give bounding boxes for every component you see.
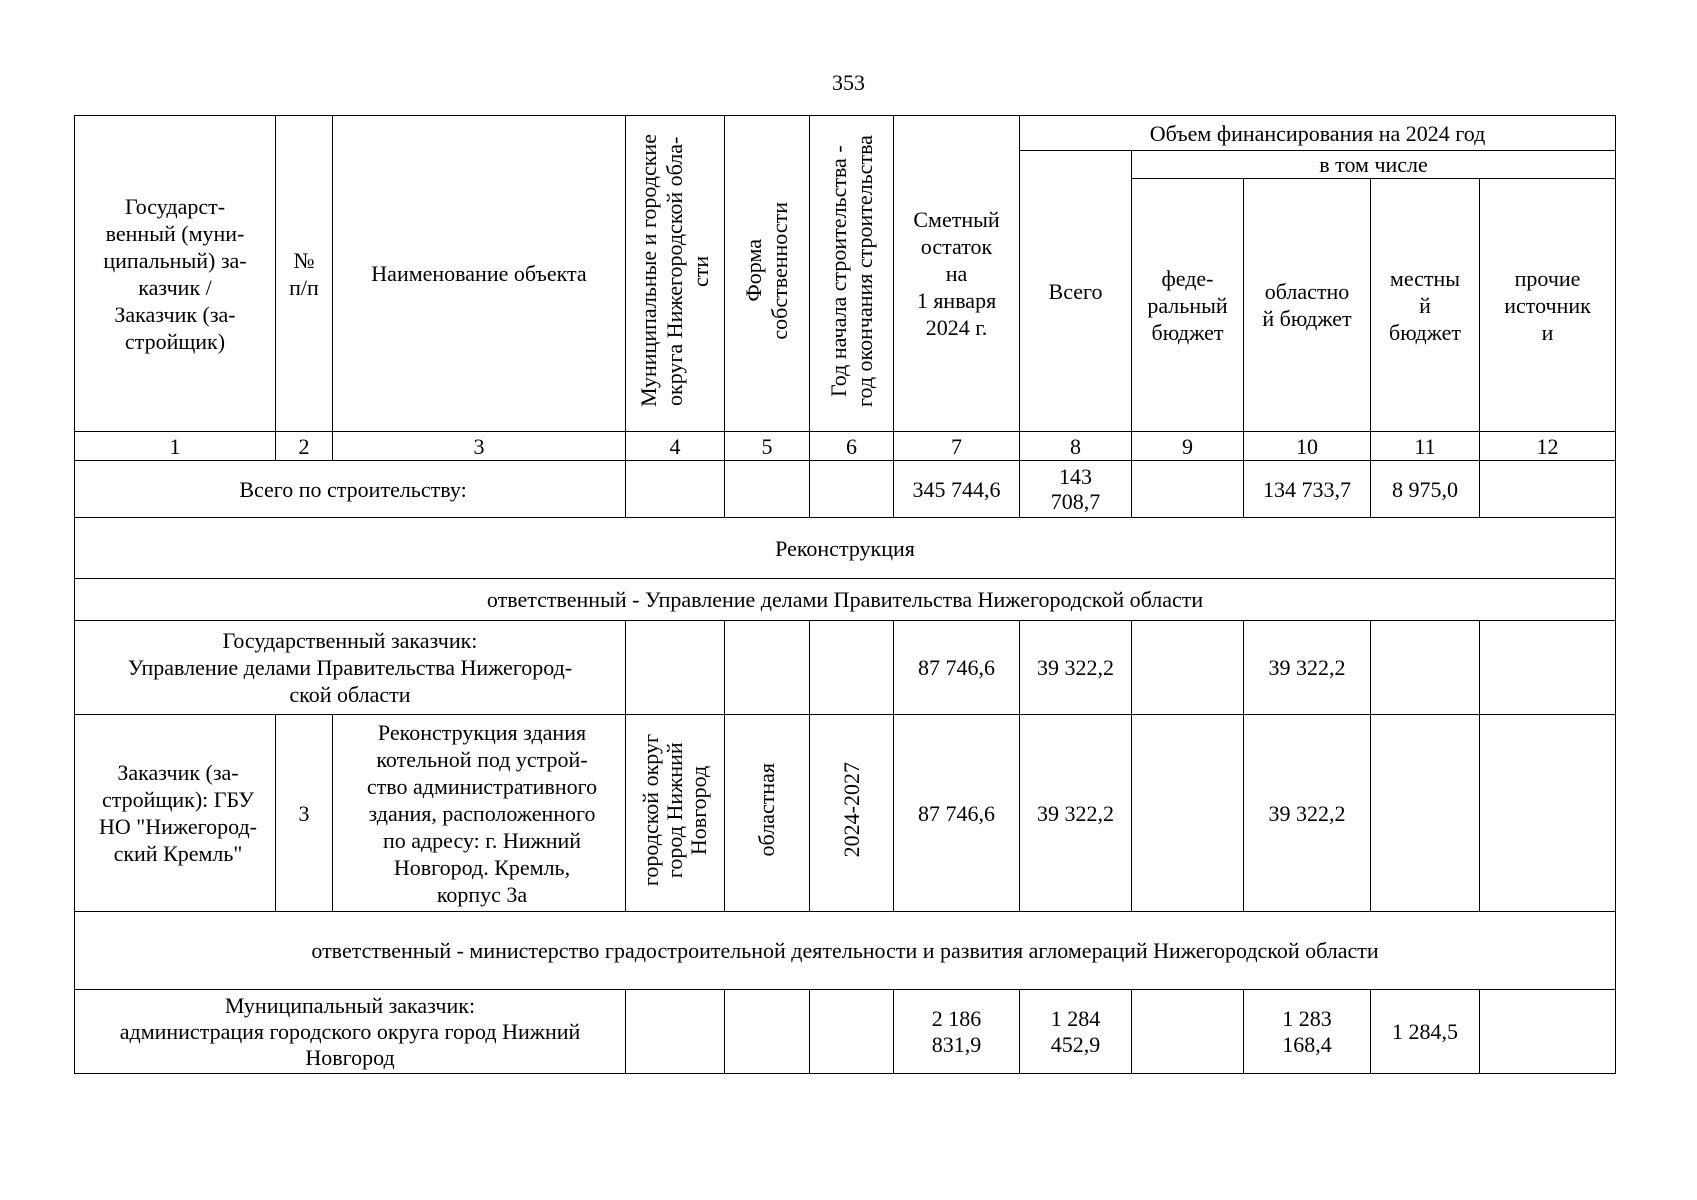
object-other bbox=[1480, 715, 1616, 912]
total-row-label: Всего по строительству: bbox=[75, 461, 626, 518]
responsible-2: ответственный - министерство градостроительной деятельности и развития агломераций Нижегородской области bbox=[75, 912, 1616, 990]
header-object-name: Наименование объекта bbox=[333, 116, 626, 432]
column-number: 12 bbox=[1480, 432, 1616, 461]
header-total: Всего bbox=[1020, 151, 1132, 432]
municipal-customer-other bbox=[1480, 990, 1616, 1074]
header-ownership bbox=[725, 116, 810, 432]
header-years bbox=[810, 116, 894, 432]
column-number: 4 bbox=[626, 432, 725, 461]
total-row-federal bbox=[1132, 461, 1244, 518]
state-customer-municipal bbox=[626, 621, 725, 715]
page-number: 353 bbox=[832, 70, 865, 95]
total-row-municipal bbox=[626, 461, 725, 518]
total-row-other bbox=[1480, 461, 1616, 518]
municipal-customer-local: 1 284,5 bbox=[1371, 990, 1480, 1074]
header-row-1 bbox=[75, 116, 1616, 151]
header-federal: феде- ральный бюджет bbox=[1132, 179, 1244, 432]
municipal-customer-municipal bbox=[626, 990, 725, 1074]
column-number: 6 bbox=[810, 432, 894, 461]
object-years-text: 2024-2027 bbox=[838, 762, 864, 858]
financing-table bbox=[74, 115, 1616, 1074]
header-regional: областно й бюджет bbox=[1244, 179, 1371, 432]
column-number: 2 bbox=[276, 432, 333, 461]
state-customer-total: 39 322,2 bbox=[1020, 621, 1132, 715]
column-number: 5 bbox=[725, 432, 810, 461]
section-row bbox=[75, 518, 1616, 579]
header-ownership-text: Форма собственности bbox=[741, 201, 792, 340]
state-customer-ownership bbox=[725, 621, 810, 715]
state-customer-estimate: 87 746,6 bbox=[894, 621, 1020, 715]
responsible-row-1 bbox=[75, 579, 1616, 621]
object-num: 3 bbox=[276, 715, 333, 912]
state-customer-row bbox=[75, 621, 1616, 715]
municipal-customer-ownership bbox=[725, 990, 810, 1074]
object-municipal bbox=[626, 715, 725, 912]
municipal-customer-federal bbox=[1132, 990, 1244, 1074]
column-number: 3 bbox=[333, 432, 626, 461]
state-customer-label: Государственный заказчик: Управление делами Правительства Нижегород- ской области bbox=[75, 621, 626, 715]
total-row bbox=[75, 461, 1616, 518]
header-including: в том числе bbox=[1132, 151, 1616, 179]
column-number: 9 bbox=[1132, 432, 1244, 461]
state-customer-other bbox=[1480, 621, 1616, 715]
column-number: 7 bbox=[894, 432, 1020, 461]
column-number: 10 bbox=[1244, 432, 1371, 461]
state-customer-years bbox=[810, 621, 894, 715]
object-ownership bbox=[725, 715, 810, 912]
header-municipal-text: Муниципальные и городские округа Нижегородской обла- сти bbox=[636, 134, 713, 407]
object-municipal-text: городской округ город Нижний Новгород bbox=[638, 733, 711, 887]
responsible-row-2 bbox=[75, 912, 1616, 990]
header-estimate: Сметный остаток на 1 января 2024 г. bbox=[894, 116, 1020, 432]
header-municipal bbox=[626, 116, 725, 432]
column-number: 11 bbox=[1371, 432, 1480, 461]
state-customer-federal bbox=[1132, 621, 1244, 715]
object-customer: Заказчик (за- стройщик): ГБУ НО "Нижегород- ский Кремль" bbox=[75, 715, 276, 912]
object-years bbox=[810, 715, 894, 912]
total-row-years bbox=[810, 461, 894, 518]
object-regional: 39 322,2 bbox=[1244, 715, 1371, 912]
municipal-customer-total: 1 284 452,9 bbox=[1020, 990, 1132, 1074]
total-row-estimate: 345 744,6 bbox=[894, 461, 1020, 518]
header-financing: Объем финансирования на 2024 год bbox=[1020, 116, 1616, 151]
municipal-customer-years bbox=[810, 990, 894, 1074]
municipal-customer-estimate: 2 186 831,9 bbox=[894, 990, 1020, 1074]
column-numbers-row bbox=[75, 432, 1616, 461]
total-row-ownership bbox=[725, 461, 810, 518]
total-row-regional: 134 733,7 bbox=[1244, 461, 1371, 518]
object-local bbox=[1371, 715, 1480, 912]
municipal-customer-regional: 1 283 168,4 bbox=[1244, 990, 1371, 1074]
header-other: прочие источник и bbox=[1480, 179, 1616, 432]
column-number: 8 bbox=[1020, 432, 1132, 461]
total-row-local: 8 975,0 bbox=[1371, 461, 1480, 518]
header-num: № п/п bbox=[276, 116, 333, 432]
municipal-customer-row bbox=[75, 990, 1616, 1074]
responsible-1: ответственный - Управление делами Правительства Нижегородской области bbox=[75, 579, 1616, 621]
object-estimate: 87 746,6 bbox=[894, 715, 1020, 912]
object-federal bbox=[1132, 715, 1244, 912]
municipal-customer-label: Муниципальный заказчик: администрация городского округа город Нижний Новгород bbox=[75, 990, 626, 1074]
state-customer-local bbox=[1371, 621, 1480, 715]
header-years-text: Год начала строительства - год окончания строительства bbox=[825, 134, 877, 407]
object-name: Реконструкция здания котельной под устрой- ство административного здания, расположенного по адресу: г. Нижний Новгород. Кремль, корпус 3а bbox=[333, 715, 626, 912]
header-customer: Государст- венный (муни- ципальный) за- казчик / Заказчик (за- стройщик) bbox=[75, 116, 276, 432]
total-row-total: 143 708,7 bbox=[1020, 461, 1132, 518]
header-local: местны й бюджет bbox=[1371, 179, 1480, 432]
object-row bbox=[75, 715, 1616, 912]
section-reconstruction: Реконструкция bbox=[75, 518, 1616, 579]
object-total: 39 322,2 bbox=[1020, 715, 1132, 912]
column-number: 1 bbox=[75, 432, 276, 461]
object-ownership-text: областная bbox=[754, 763, 779, 857]
state-customer-regional: 39 322,2 bbox=[1244, 621, 1371, 715]
